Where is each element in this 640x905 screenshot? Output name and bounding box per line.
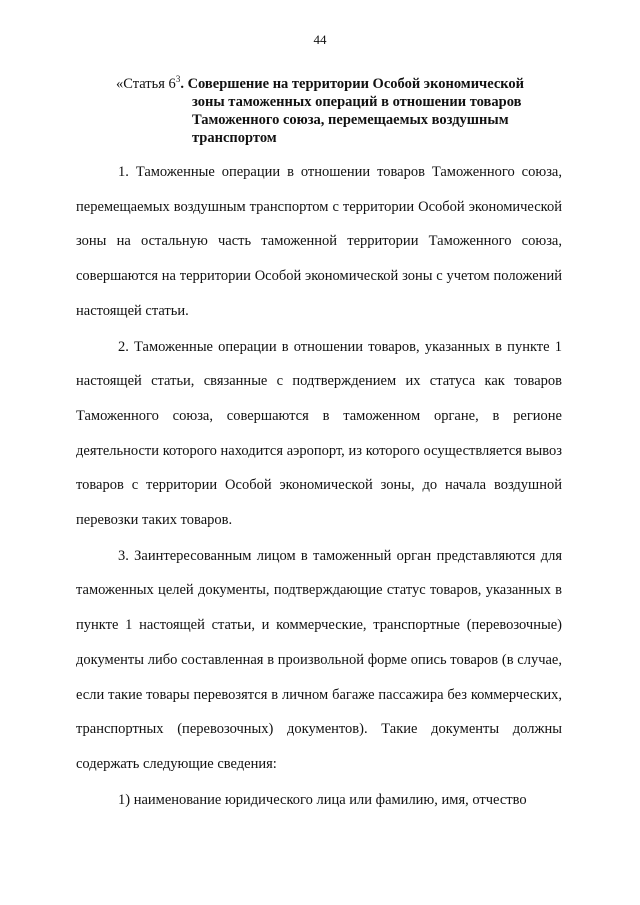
paragraph: 2. Таможенные операции в отношении товаров, указанных в пункте 1 настоящей статьи, связанные с подтверждением их статуса как товаров Таможенного союза, совершаются в таможенном органе, в регионе деятельности которого находится аэропорт, из которого осуществляется вывоз товаров с территории Особой экономической зоны, до начала воздушной перевозки таких товаров. <box>76 338 562 529</box>
article-heading <box>116 70 586 147</box>
article-title-first: . Совершение на территории Особой экономической <box>180 75 525 92</box>
article-title-line: транспортом <box>192 129 277 146</box>
article-superscript: 3 <box>175 74 181 84</box>
article-body <box>76 155 562 817</box>
article-title-line: зоны таможенных операций в отношении товаров <box>192 93 522 110</box>
paragraph: 1. Таможенные операции в отношении товаров Таможенного союза, перемещаемых воздушным транспортом с территории Особой экономической зоны на остальную часть таможенной территории Таможенного союза, совершаются на территории Особой экономической зоны с учетом положений настоящей статьи. <box>76 164 562 319</box>
paragraph: 1) наименование юридического лица или фамилию, имя, отчество <box>118 791 527 808</box>
page-number: 44 <box>313 32 327 47</box>
article-title-line: Таможенного союза, перемещаемых воздушным <box>192 111 509 128</box>
paragraph: 3. Заинтересованным лицом в таможенный орган представляются для таможенных целей документы, подтверждающие статус товаров, указанных в пункте 1 настоящей статьи, и коммерческие, транспортные (перевозочные) документы либо составленная в произвольной форме опись товаров (в случае, если такие товары перевозятся в личном багаже пассажира без коммерческих, транспортных (перевозочных) документов). Такие документы должны содержать следующие сведения: <box>76 547 562 772</box>
article-prefix: «Статья 6 <box>116 75 176 92</box>
